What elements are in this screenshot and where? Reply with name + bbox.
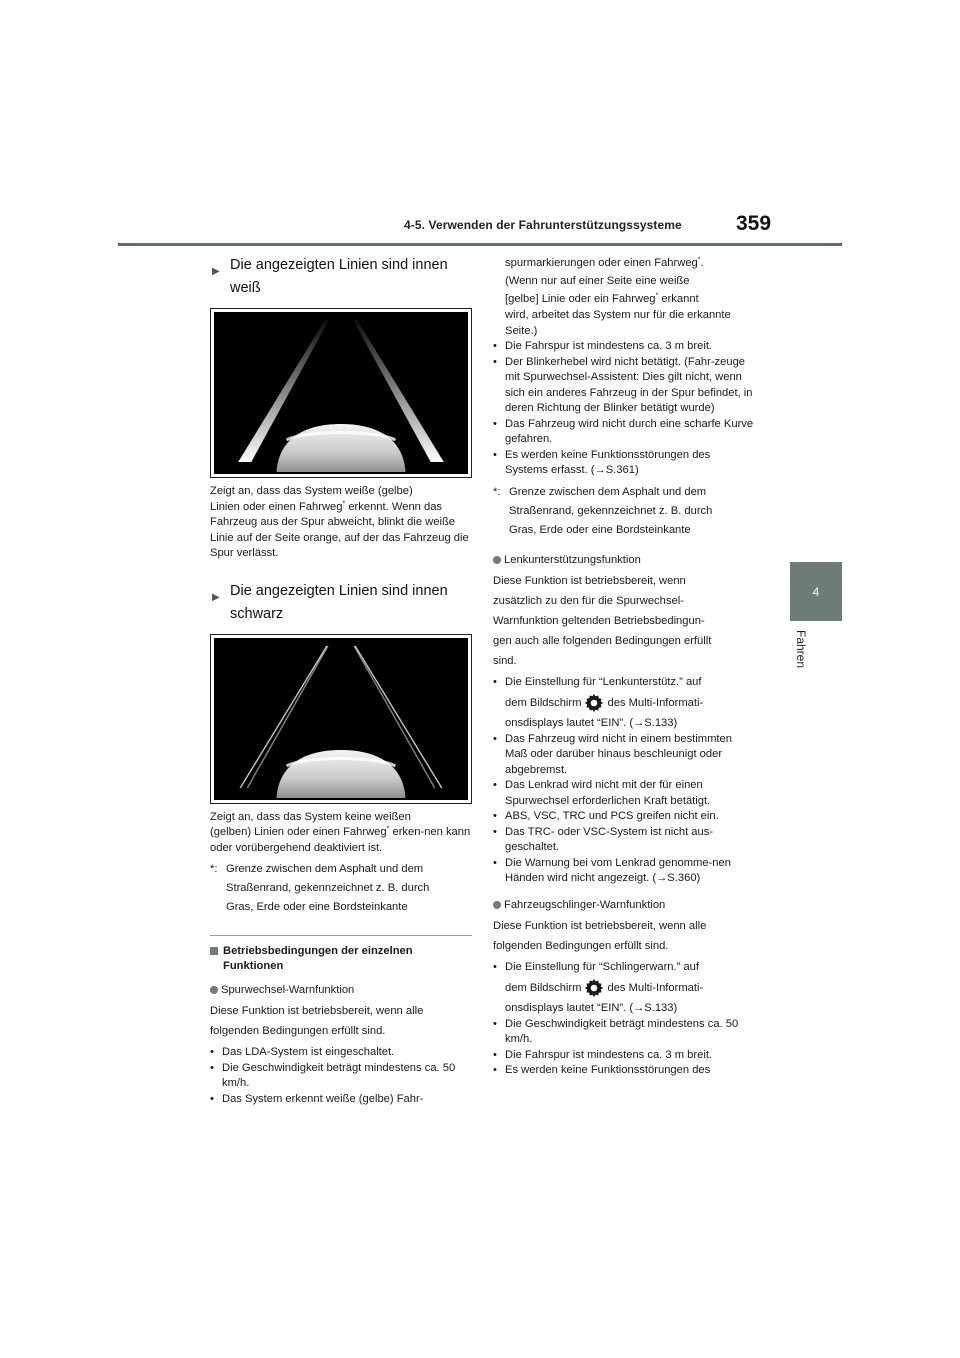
circle-bullet-icon (493, 901, 501, 909)
header-divider (118, 243, 842, 246)
list-item: • Das System erkennt weiße (gelbe) Fahr- (210, 1092, 424, 1105)
page-number: 359 (736, 212, 772, 235)
figure-lines-white (210, 308, 472, 478)
list-item: • Es werden keine Funktionsstörungen des Systems erfasst. (→S.361) (493, 448, 711, 476)
gear-icon (583, 977, 605, 999)
list-item: • Die Warnung bei vom Lenkrad genomme-nen Händen wird nicht angezeigt. (→S.360) (493, 856, 731, 884)
circle-bullet-icon (493, 556, 501, 564)
list-item: • Die Fahrspur ist mindestens ca. 3 m breit. (493, 1048, 713, 1061)
chapter-number: 4 (812, 584, 820, 599)
footnote: *: Grenze zwischen dem Asphalt und dem Straßenrand, gekennzeichnet z. B. durch Gras, Erde oder eine Bordsteinkante (493, 485, 713, 536)
list-item: • Es werden keine Funktionsstörungen des (493, 1064, 711, 1076)
paragraph: Diese Funktion ist betriebsbereit, wenn alle folgenden Bedingungen erfüllt sind. (493, 919, 707, 952)
lane-display-illustration-black (214, 638, 468, 800)
list-item: • Das TRC- oder VSC-System ist nicht aus-geschaltet. (493, 825, 714, 853)
square-bullet-icon (210, 947, 218, 955)
list-item: • ABS, VSC, TRC und PCS greifen nicht ein. (493, 810, 719, 822)
triangle-right-icon: ▶ (212, 591, 220, 603)
caption-black-lines: Zeigt an, dass das System keine weißen (gelben) Linien oder einen Fahrweg* erken-nen kann oder vorübergehend deaktiviert ist. (210, 810, 471, 854)
paragraph: Diese Funktion ist betriebsbereit, wenn zusätzlich zu den für die Spurwechsel- Warnfunktion geltenden Betriebsbedingun- gen auch alle folgenden Bedingungen erfüllt sind. (493, 574, 712, 667)
paragraph: Diese Funktion ist betriebsbereit, wenn alle folgenden Bedingungen erfüllt sind. (210, 1005, 424, 1037)
display-heading-black: ▶ Die angezeigten Linien sind innen schwarz (210, 580, 472, 626)
figure-lines-black (210, 634, 472, 804)
list-item: • Der Blinkerhebel wird nicht betätigt. (Fahr-zeuge mit Spurwechsel-Assistent: Dies gilt nicht, wenn sich ein anderes Fahrzeug in der Spur befindet, in deren Richtung der Blinker betätigt wurde) (493, 355, 753, 414)
section-divider (210, 935, 472, 936)
list-item: • Die Einstellung für “Schlingerwarn.” auf dem Bildschirm des Multi-Informati- onsdisplays lautet “EIN”. (→S.133) (493, 960, 704, 1014)
list-item: • Das Fahrzeug wird nicht in einem bestimmten Maß oder darüber hinaus beschleunigt oder abgebremst. (493, 732, 732, 776)
chapter-tab-label: Fahren (794, 630, 808, 669)
right-column (493, 254, 755, 1079)
function-heading-lane-departure: Spurwechsel-Warnfunktion (210, 982, 472, 999)
left-column (210, 254, 472, 1107)
gear-icon (583, 692, 605, 714)
list-item: • Das Lenkrad wird nicht mit der für einen Spurwechsel erforderlichen Kraft betätigt. (493, 779, 711, 807)
caption-white-lines: Zeigt an, dass das System weiße (gelbe) Linien oder einen Fahrweg* erkennt. Wenn das Fahrzeug aus der Spur abweicht, blinkt die weiße Linie auf der Seite orange, auf der das Fahrzeug die Spur verlässt. (210, 485, 469, 559)
display-heading-white: ▶ Die angezeigten Linien sind innen weiß (210, 254, 472, 300)
function-heading-steering-assist: Lenkunterstützungsfunktion (493, 552, 755, 569)
triangle-right-icon: ▶ (212, 266, 220, 277)
list-item: • Die Fahrspur ist mindestens ca. 3 m breit. (493, 340, 713, 352)
circle-bullet-icon (210, 986, 218, 994)
continued-text: spurmarkierungen oder einen Fahrweg*. (Wenn nur auf einer Seite eine weiße [gelbe] Linie oder ein Fahrweg* erkannt wird, arbeitet das System nur für die erkannte Seite.) (505, 256, 731, 337)
function-heading-sway-warning: Fahrzeugschlinger-Warnfunktion (493, 897, 755, 914)
footnote: *: Grenze zwischen dem Asphalt und dem Straßenrand, gekennzeichnet z. B. durch Gras, Erde oder eine Bordsteinkante (210, 863, 430, 913)
list-item: • Das Fahrzeug wird nicht durch eine scharfe Kurve gefahren. (493, 417, 754, 445)
list-item: • Die Einstellung für “Lenkunterstütz.” auf dem Bildschirm des Multi-Informati- onsdisplays lautet “EIN”. (→S.133) (493, 675, 704, 729)
lane-display-illustration-white (214, 312, 468, 474)
chapter-tab[interactable] (790, 562, 842, 621)
list-item: • Die Geschwindigkeit beträgt mindestens ca. 50 km/h. (210, 1061, 456, 1089)
section-header-title: 4-5. Verwenden der Fahrunterstützungssysteme (404, 218, 682, 232)
list-item: • Die Geschwindigkeit beträgt mindestens ca. 50 km/h. (493, 1017, 739, 1045)
section-heading: Betriebsbedingungen der einzelnen Funktionen (210, 944, 472, 974)
list-item: • Das LDA-System ist eingeschaltet. (210, 1046, 395, 1058)
